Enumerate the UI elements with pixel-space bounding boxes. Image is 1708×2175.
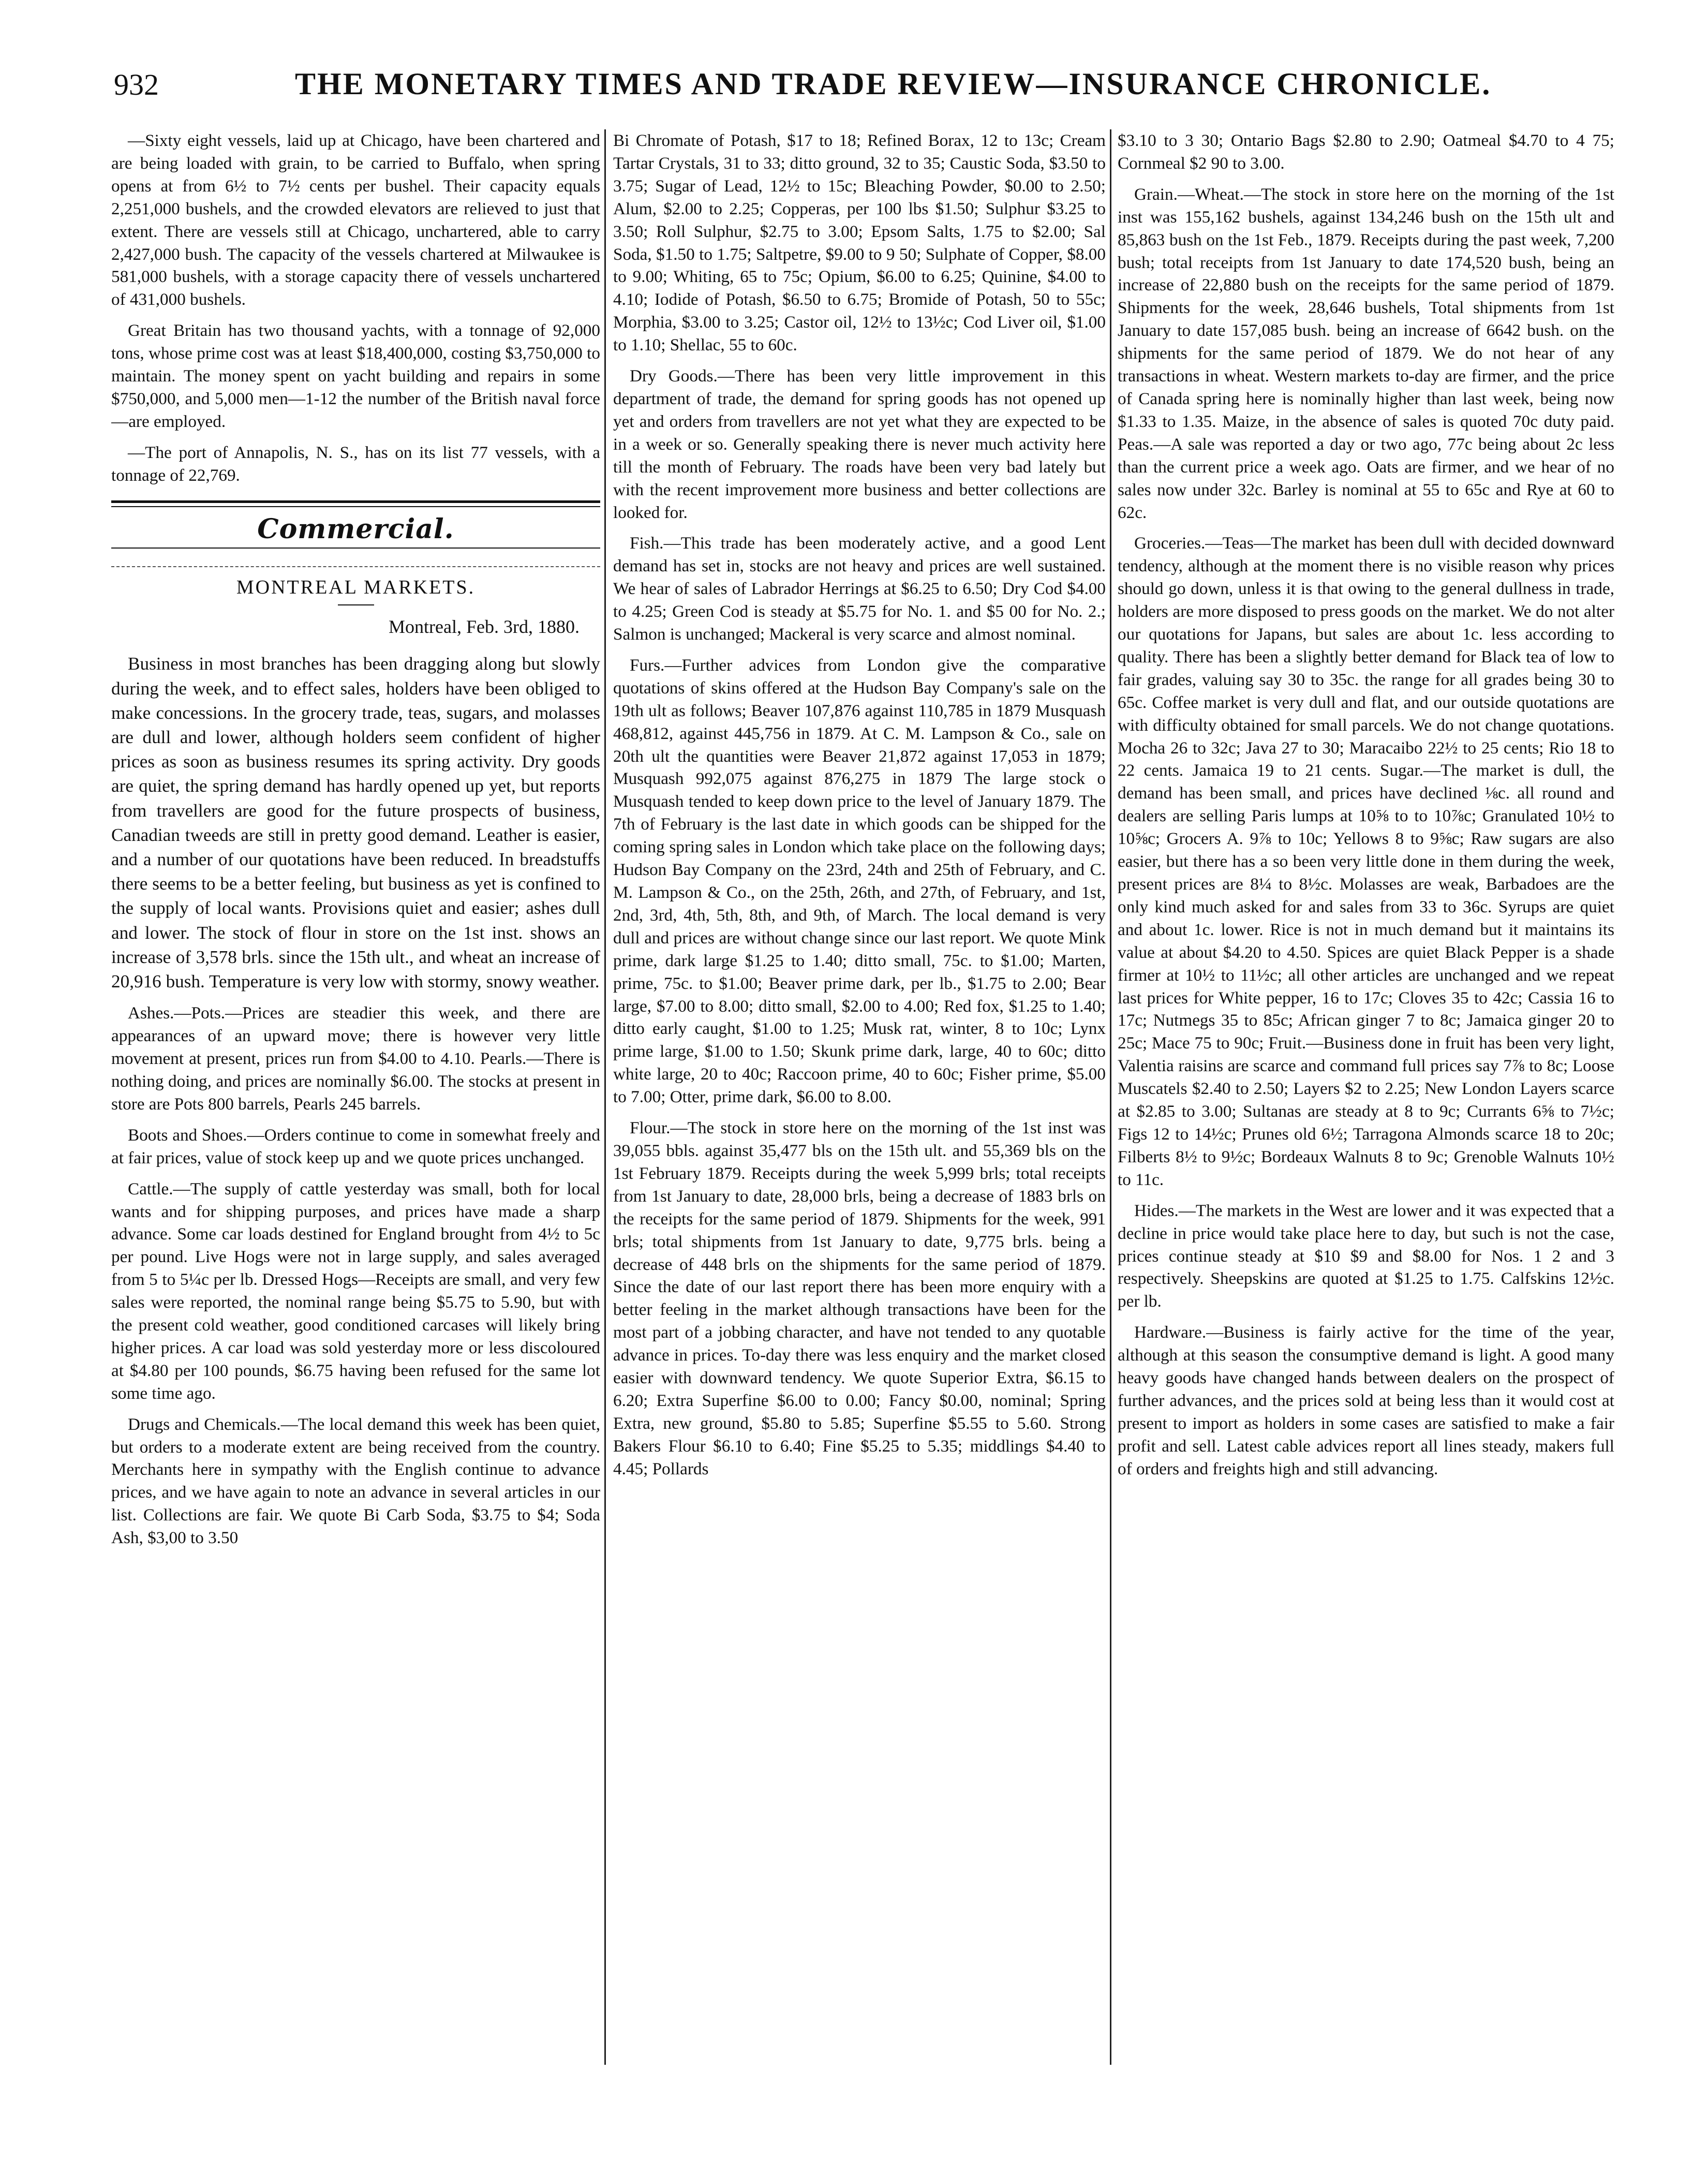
report-hardware: Hardware.—Business is fairly active for the time of the year, although at this season the consumptive demand is light. A good many heavy goods have changed hands between dealers on the prospect of further advances, and the prices sold at being less than it would cost at present to import as holders in some cases are satisfied to make a fair profit and sell. Latest cable advices report all lines steady, makers full of orders and freights high and still advancing. [1118,1323,1614,1478]
article-yachts: Great Britain has two thousand yachts, with a tonnage of 92,000 tons, whose prime cost was at least $18,400,000, costing $3,750,000 to maintain. The money spent on yacht building and repairs in some $750,000, and 5,000 men—1-12 the number of the British naval force—are employed. [111,321,600,431]
report-fish: Fish.—This trade has been moderately active, and a good Lent demand has set in, stocks are not heavy and prices are well sustained. We hear of sales of Labrador Herrings at $6.25 to 6.50; Dry Cod $4.00 to 4.25; Green Cod is steady at $5.75 for No. 1. and $5 00 for No. 2.; Salmon is unchanged; Mackeral is very scarce and almost nominal. [613,534,1106,644]
report-boots-shoes: Boots and Shoes.—Orders continue to come in somewhat freely and at fair prices, value of stock keep up and we quote prices unchanged. [111,1125,600,1167]
ornamental-rule [111,559,600,567]
report-furs: Furs.—Further advices from London give the comparative quotations of skins offered at the Hudson Bay Company's sale on the 19th ult as follows; Beaver 107,876 against 110,785 in 1879 Musquash 468,812, against 445,756 in 1879. At C. M. Lampson & Co., sale on 20th ult the quantities were Beaver 21,872 against 17,053 in 1879; Musquash 992,075 against 876,275 in 1879 The large stock o Musquash tended to keep down price to the level of January 1879. The 7th of February is the last date in which goods can be shipped for the coming spring sales in London which take place on the following days; Hudson Bay Company on the 23rd, 24th and 25th of February, and C. M. Lampson & Co., on the 25th, 26th, and 27th, of February, and 1st, 2nd, 3rd, 4th, 5th, 8th, and 9th, of March. The local demand is very dull and prices are without change since our last report. We quote Mink prime, dark large $1.25 to 1.40; ditto small, 75c. to $1.00; Marten, prime, 75c. to $1.00; Beaver prime dark, per lb., $1.75 to 2.00; Bear large, $7.00 to 8.00; ditto small, $2.00 to 4.00; Red fox, $1.25 to 1.40; ditto early caught, $1.00 to 1.25; Musk rat, winter, 8 to 10c; Lynx prime large, $1.00 to 1.50; Skunk prime dark, large, 40 to 60c; ditto white large, 20 to 40c; Raccoon prime, 40 to 60c; Fisher prime, $5.00 to 7.00; Otter, prime dark, $6.00 to 8.00. [613,655,1106,1107]
report-ashes: Ashes.—Pots.—Prices are steadier this week, and there are appearances of an upward move; there is however very little movement at present, prices run from $4.00 to 4.10. Pearls.—There is nothing doing, and prices are nominally $6.00. The stocks at present in store are Pots 800 barrels, Pearls 245 barrels. [111,1003,600,1114]
report-drugs-continued: Bi Chromate of Potash, $17 to 18; Refined Borax, 12 to 13c; Cream Tartar Crystals, 31 to 33; ditto ground, 32 to 35; Caustic Soda, $3.50 to 3.75; Sugar of Lead, 12½ to 15c; Bleaching Powder, $0.00 to 2.50; Alum, $2.00 to 2.25; Copperas, per 100 lbs $1.50; Sulphur $3.25 to 3.50; Roll Sulphur, $2.75 to 3.00; Epsom Salts, 1.75 to $2.00; Sal Soda, $1.50 to 1.75; Saltpetre, $9.00 to 9 50; Sulphate of Copper, $8.00 to 9.00; Whiting, 65 to 75c; Opium, $6.00 to 6.25; Quinine, $4.00 to 4.10; Iodide of Potash, $6.50 to 6.75; Bromide of Potash, 50 to 55c; Morphia, $3.00 to 3.25; Castor oil, 12½ to 13½c; Cod Liver oil, $1.00 to 1.10; Shellac, 55 to 60c. [613,131,1106,355]
market-intro: Business in most branches has been dragging along but slowly during the week, and to effect sales, holders have been obliged to make concessions. In the grocery trade, teas, sugars, and molasses are dull and lower, although holders seem confident of higher prices as soon as business resumes its spring activity. Dry goods are quiet, the spring demand has hardly opened up yet, but reports from travellers are good for the future prospects of business, Canadian tweeds are still in pretty good demand. Leather is easier, and a number of our quotations have been reduced. In breadstuffs there seems to be a better feeling, but business as yet is confined to the supply of local wants. Provisions quiet and easier; ashes dull and lower. The stock of flour in store on the 1st inst. shows an increase of 3,578 brls. since the 15th ult., and wheat an increase of 20,916 bush. Temperature is very low with stormy, snowy weather. [111,654,600,992]
report-grain: Grain.—Wheat.—The stock in store here on the morning of the 1st inst was 155,162 bushels, against 134,246 bush on the 15th ult and 85,863 bush on the 1st Feb., 1879. Receipts during the past week, 7,200 bush; total receipts from 1st January to date 174,520 bush, being an increase of 22,880 bush on the receipts for the same period of 1879. Shipments for the week, 28,646 bushels, Total shipments from 1st January to date 157,085 bush. being an increase of 6642 bush. on the shipments for the same period of 1879. We do not hear of any transactions in wheat. Western markets to-day are firmer, and the price of Canada spring here is nominally higher than last week, being now $1.33 to 1.35. Maize, in the absence of sales is quoted 70c duty paid. Peas.—A sale was reported a day or two ago, 77c being about 2c less than the current price a week ago. Oats are firmer, and we hear of no sales now under 32c. Barley is nominal at 55 to 65c and Rye at 60 to 62c. [1118,184,1614,522]
report-drugs: Drugs and Chemicals.—The local demand this week has been quiet, but orders to a moderate extent are being received from the country. Merchants here in sympathy with the English continue to advance prices, and we have again to note an advance in several articles in our list. Collections are fair. We quote Bi Carb Soda, $3.75 to $4; Soda Ash, $3,00 to 3.50 [111,1414,600,1548]
section-title: Commercial. [257,513,454,545]
publication-title: THE MONETARY TIMES AND TRADE REVIEW—INSURANCE CHRONICLE. [295,67,1492,101]
page-number: 932 [114,68,159,101]
report-cattle: Cattle.—The supply of cattle yesterday was small, both for local wants and for shipping purposes, and prices have made a sharp advance. Some car loads destined for England brought from 4½ to 5c per pound. Live Hogs were not in large supply, and sales averaged from 5 to 5¼c per lb. Dressed Hogs—Receipts are small, and very few sales were reported, the nominal range being $5.75 to 5.90, but with the present cold weather, good conditioned carcases will likely bring higher prices. A car load was sold yesterday more or less discoloured at $4.80 per 100 pounds, $6.75 having been refused for the same lot some time ago. [111,1179,600,1403]
column-rule-1 [604,129,606,2065]
column-rule-2 [1110,129,1111,2065]
column-3 [1118,129,1614,2085]
column-2 [613,129,1106,2085]
report-flour-continued: $3.10 to 3 30; Ontario Bags $2.80 to 2.90; Oatmeal $4.70 to 4 75; Cornmeal $2 90 to 3.00. [1118,131,1614,173]
dateline: Montreal, Feb. 3rd, 1880. [389,616,580,637]
markets-heading: MONTREAL MARKETS. [236,576,476,598]
report-dry-goods: Dry Goods.—There has been very little improvement in this department of trade, the demand for spring goods has not opened up yet and orders from travellers are not yet what they are expected to be in a week or so. Generally speaking there is never much activity here till the month of February. The roads have been very bad lately but with the recent improvement more business and better collections are looked for. [613,366,1106,522]
article-vessels-chicago: —Sixty eight vessels, laid up at Chicago, have been chartered and are being loaded with grain, to be carried to Buffalo, when spring opens at from 6½ to 7½ cents per bushel. Their capacity equals 2,251,000 bushels, and the crowded elevators are relieved to just that extent. There are vessels still at Chicago, unchartered, able to carry 2,427,000 bush. The capacity of the vessels chartered at Milwaukee is 581,000 bushels, with a storage capacity there of vessels unchartered of 431,000 bushels. [111,131,600,309]
column-1 [111,129,600,2075]
report-flour: Flour.—The stock in store here on the morning of the 1st inst was 39,055 bbls. against 35,477 bls on the 15th ult. and 55,369 bls on the 1st February 1879. Receipts during the week 5,999 brls; total receipts from 1st January to date, 28,000 brls, being a decrease of 1883 brls on the receipts for the same period of 1879. Shipments for the week, 991 brls; total shipments from 1st January to date, 9,775 brls. being a decrease of 448 brls on the shipments for the same period of 1879. Since the date of our last report there has been more enquiry with a better feeling in the market although transactions have been for the most part of a jobbing character, and have not tended to any quotable advance in prices. To-day there was less enquiry and the market closed easier with downward tendency. We quote Superior Extra, $6.15 to 6.20; Extra Superfine $6.00 to 0.00; Fancy $0.00, nominal; Spring Extra, new ground, $5.80 to 5.85; Superfine $5.55 to 5.60. Strong Bakers Flour $6.10 to 6.40; Fine $5.25 to 5.35; middlings $4.40 to 4.45; Pollards [613,1118,1106,1478]
article-annapolis: —The port of Annapolis, N. S., has on its list 77 vessels, with a tonnage of 22,769. [111,442,600,485]
section-banner [111,500,600,549]
short-rule [338,604,374,605]
report-hides: Hides.—The markets in the West are lower and it was expected that a decline in price would take place here to day, but such is not the case, prices continue steady at $10 $9 and $8.00 for Nos. 1 2 and 3 respectively. Sheepskins are quoted at $1.25 to 1.75. Calfskins 12½c. per lb. [1118,1201,1614,1311]
page-header [103,62,1492,109]
report-groceries: Groceries.—Teas—The market has been dull with decided downward tendency, although at the moment there is no visible reason why prices should go down, unless it is that owing to the general dullness in trade, holders are more disposed to press goods on the market. We do not alter our quotations for Japans, but sales are about 1c. less according to quality. There has been a slightly better demand for Black tea of low to fair grades, valuing say 30 to 35c. the range for all grades being 30 to 65c. Coffee market is very dull and flat, and our outside quotations are with difficulty obtained for small parcels. We do not change quotations. Mocha 26 to 32c; Java 27 to 30; Maracaibo 22½ to 25 cents; Rio 18 to 22 cents. Jamaica 19 to 21 cents. Sugar.—The market is dull, the demand has been small, and prices have declined ⅛c. all round and dealers are selling Paris lumps at 10⅝ to to 10⅞c; Granulated 10½ to 10⅝c; Grocers A. 9⅞ to 10c; Yellows 8 to 9⅝c; Raw sugars are also easier, but there has a so been very little done in them during the week, present prices are 8¼ to 8½c. Molasses are weak, Barbadoes are the only kind much asked for and sales from 33 to 36c. Syrups are quiet and about 1c. lower. Rice is not in much demand but it maintains its value at about $4.20 to 4.50. Spices are quiet Black Pepper is a shade firmer at 10½ to 11½c; all other articles are unchanged and we repeat last prices for White pepper, 16 to 17c; Cloves 35 to 42c; Cassia 16 to 17c; Nutmegs 35 to 85c; African ginger 7 to 8c; Jamaica ginger 20 to 25c; Mace 75 to 90c; Fruit.—Business done in fruit has been very light, Valentia raisins are scarce and command full prices say 7⅞ to 8c; Loose Muscatels $2.40 to 2.50; Layers $2 to 2.25; New London Layers scarce at $2.85 to 3.00; Sultanas are steady at 8 to 9c; Currants 6⅝ to 7½c; Figs 12 to 14½c; Prunes old 6½; Tarragona Almonds scarce 18 to 20c; Filberts 8½ to 9½c; Bordeaux Walnuts 8 to 9c; Grenoble Walnuts 10½ to 11c. [1118,534,1614,1189]
